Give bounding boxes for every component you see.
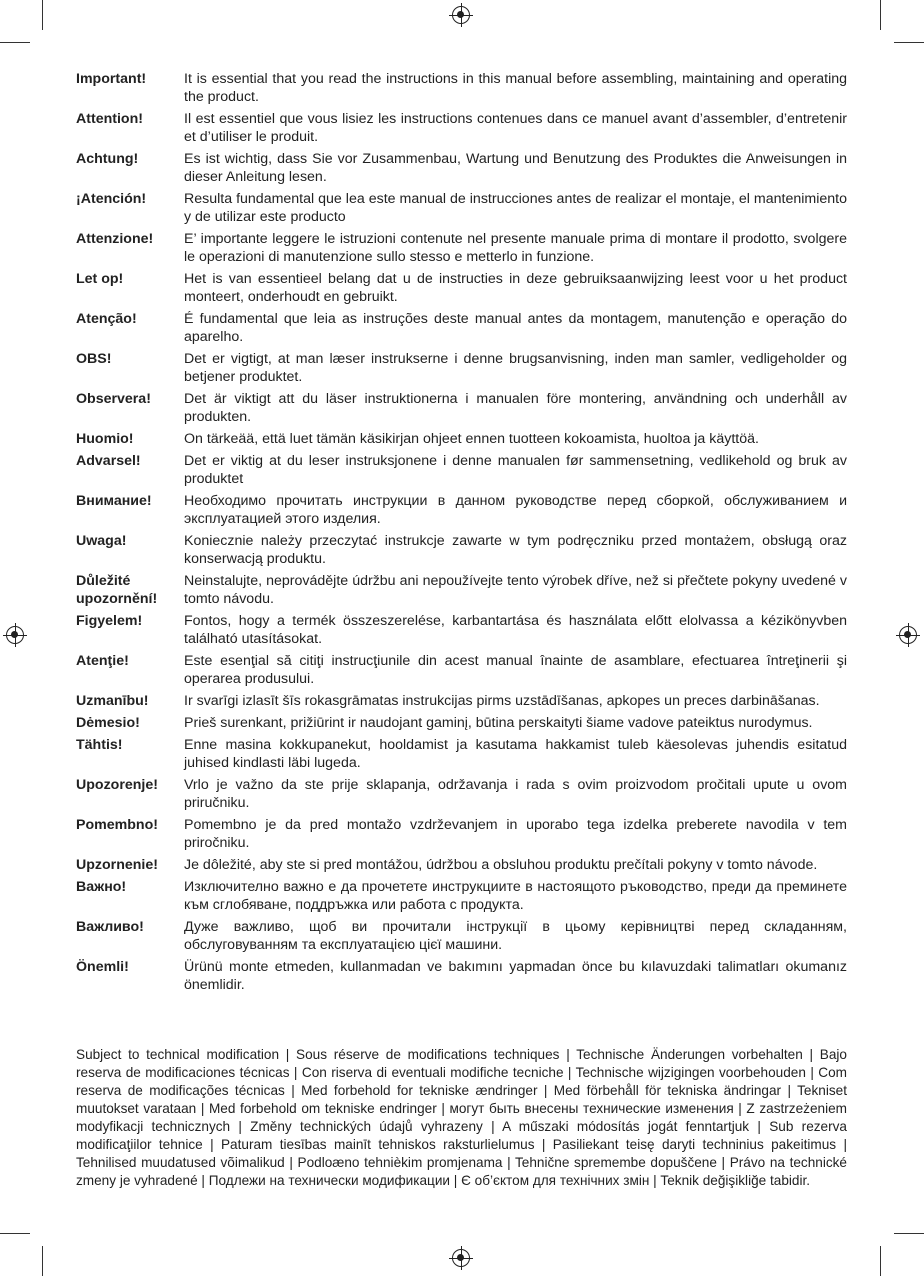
warning-row [76, 692, 847, 710]
warning-row [76, 110, 847, 146]
warning-text: It is essential that you read the instructions in this manual before assembling, maintaining and operating the product. [184, 71, 847, 105]
warning-row [76, 190, 847, 226]
warning-row [76, 572, 847, 608]
warning-row [76, 390, 847, 426]
warning-row [76, 350, 847, 386]
warning-label: Observera! [76, 391, 151, 407]
warning-text: Het is van essentieel belang dat u de instructies in deze gebruiksaanwijzing leest voor u het product monteert, onderhoudt en gebruikt. [184, 271, 847, 305]
warning-row [76, 452, 847, 488]
warning-label: Atenţie! [76, 653, 129, 669]
warning-text: Дуже важливо, щоб ви прочитали інструкції в цьому керівництві перед складанням, обслуговуванням та експлуатацією цієї машини. [184, 919, 847, 953]
warning-row [76, 532, 847, 568]
warning-label: Uzmanību! [76, 693, 149, 709]
warning-label: Důležité upozornění! [76, 573, 158, 607]
warning-row [76, 714, 847, 732]
warning-row [76, 736, 847, 772]
warning-label: Achtung! [76, 151, 139, 167]
crop-mark-bottom-right-h [894, 1233, 924, 1234]
warning-text: Pomembno je da pred montažo vzdrževanjem in uporabo tega izdelka preberete navodila v tem priročniku. [184, 817, 847, 851]
warning-row [76, 150, 847, 186]
warning-row [76, 270, 847, 306]
warning-list [76, 70, 847, 998]
warning-label: Uwaga! [76, 533, 127, 549]
warning-label: Upzornenie! [76, 857, 158, 873]
warning-label: Atenção! [76, 311, 137, 327]
registration-mark-icon [452, 1249, 470, 1267]
warning-text: Koniecznie należy przeczytać instrukcje zawarte w tym podręczniku przed montażem, obsługą oraz konserwacją produktu. [184, 533, 847, 567]
warning-label: Dėmesio! [76, 715, 140, 731]
crop-mark-bottom-right-v [880, 1246, 881, 1276]
warning-text: Ürünü monte etmeden, kullanmadan ve bakımını yapmadan önce bu kılavuzdaki talimatları okumanız önemlidir. [184, 959, 847, 993]
warning-text: Det er viktig at du leser instruksjonene i denne manualen før sammensetning, vedlikehold og bruk av produktet [184, 453, 847, 487]
warning-row [76, 70, 847, 106]
crop-mark-bottom-left-v [42, 1246, 43, 1276]
warning-label: OBS! [76, 351, 112, 367]
warning-text: Il est essentiel que vous lisiez les instructions contenues dans ce manuel avant d’assembler, d’entretenir et d’utiliser le produit. [184, 111, 847, 145]
warning-row [76, 878, 847, 914]
warning-text: Vrlo je važno da ste prije sklapanja, održavanja i rada s ovim proizvodom pročitali upute u ovom priručniku. [184, 777, 847, 811]
crop-mark-bottom-left-h [0, 1233, 30, 1234]
registration-mark-icon [899, 626, 917, 644]
warning-label: Важно! [76, 879, 127, 895]
warning-label: Important! [76, 71, 147, 87]
warning-text: Ir svarīgi izlasīt šīs rokasgrāmatas instrukcijas pirms uzstādīšanas, apkopes un preces darbināšanas. [184, 693, 820, 709]
warning-label: Huomio! [76, 431, 134, 447]
warning-text: Es ist wichtig, dass Sie vor Zusammenbau, Wartung und Benutzung des Produktes die Anweisungen in dieser Anleitung lesen. [184, 151, 847, 185]
warning-row [76, 856, 847, 874]
warning-row [76, 776, 847, 812]
warning-label: Важливо! [76, 919, 144, 935]
technical-modification-notice: Subject to technical modification | Sous réserve de modifications techniques | Technische Änderungen vorbehalten | Bajo reserva de modificaciones técnicas | Con riserva di eventuali modifiche tecniche | Technische wijzigingen voorbehouden | Com reserva de modificações técnicas | Med forbehold for tekniske ændringer | Med förbehåll för tekniska ändringar | Tekniset muutokset varataan | Med forbehold om tekniske endringer | могут быть внесены технические изменения | Z zastrzeżeniem modyfikacji technicznych | Změny technických údajů vyhrazeny | A műszaki módosítás jogát fenntartjuk | Sub rezerva modificaţiilor tehnice | Paturam tiesības mainīt tehniskos raksturlielumus | Pasiliekant teisę daryti techninius pakeitimus | Tehnilised muudatused võimalikud | Podloæno tehnièkim promjenama | Tehnične spremembe dopuščene | Právo na technické zmeny je vyhradené | Подлежи на технически модификации | Є об’єктом для технічних змін | Teknik değişikliğe tabidir. [76, 1047, 847, 1188]
crop-mark-top-right-v [880, 0, 881, 30]
crop-mark-top-left-v [42, 0, 43, 30]
warning-text: Det er vigtigt, at man læser instrukserne i denne brugsanvisning, inden man samler, vedligeholder og betjener produktet. [184, 351, 847, 385]
warning-label: Önemli! [76, 959, 129, 975]
warning-text: Prieš surenkant, prižiūrint ir naudojant gaminį, būtina perskaityti šiame vadove pateiktus nurodymus. [184, 715, 813, 731]
warning-label: Figyelem! [76, 613, 143, 629]
warning-label: Let op! [76, 271, 124, 287]
warning-text: É fundamental que leia as instruções deste manual antes da montagem, manutenção e operação do aparelho. [184, 311, 847, 345]
warning-text: On tärkeää, että luet tämän käsikirjan ohjeet ennen tuotteen kokoamista, huoltoa ja käyttöä. [184, 431, 759, 447]
warning-text: Изключително важно е да прочетете инструкциите в настоящото ръководство, преди да преминете към сглобяване, поддръжка или работа с продукта. [184, 879, 847, 913]
warning-text: Необходимо прочитать инструкции в данном руководстве перед сборкой, обслуживанием и эксплуатацией этого изделия. [184, 493, 847, 527]
warning-text: Neinstalujte, neprovádějte údržbu ani nepoužívejte tento výrobek dříve, než si přečtete pokyny uvedené v tomto návodu. [184, 573, 847, 607]
warning-row [76, 958, 847, 994]
warning-text: Este esenţial să citiţi instrucţiunile din acest manual înainte de asamblare, efectuarea întreţinerii şi operarea produsului. [184, 653, 847, 687]
warning-row [76, 430, 847, 448]
warning-row [76, 230, 847, 266]
warning-label: Upozorenje! [76, 777, 158, 793]
warning-label: Внимание! [76, 493, 152, 509]
warning-text: E’ importante leggere le istruzioni contenute nel presente manuale prima di montare il prodotto, svolgere le operazioni di manutenzione sullo stesso e metterlo in funzione. [184, 231, 847, 265]
registration-mark-icon [6, 626, 24, 644]
warning-text: Resulta fundamental que lea este manual de instrucciones antes de realizar el montaje, el mantenimiento y de utilizar este producto [184, 191, 847, 225]
crop-mark-top-left-h [0, 42, 30, 43]
warning-row [76, 816, 847, 852]
warning-row [76, 652, 847, 688]
warning-row [76, 612, 847, 648]
warning-label: Attenzione! [76, 231, 154, 247]
registration-mark-icon [452, 6, 470, 24]
warning-label: Pomembno! [76, 817, 158, 833]
warning-label: Advarsel! [76, 453, 141, 469]
warning-row [76, 492, 847, 528]
warning-text: Enne masina kokkupanekut, hooldamist ja kasutama hakkamist tuleb käesolevas juhendis esitatud juhised kindlasti läbi lugeda. [184, 737, 847, 771]
warning-text: Det är viktigt att du läser instruktionerna i manualen före montering, användning och underhåll av produkten. [184, 391, 847, 425]
warning-row [76, 310, 847, 346]
crop-mark-top-right-h [894, 42, 924, 43]
warning-text: Je dôležité, aby ste si pred montážou, údržbou a obsluhou produktu prečítali pokyny v tomto návode. [184, 857, 818, 873]
warning-label: Tähtis! [76, 737, 123, 753]
warning-row [76, 918, 847, 954]
warning-label: ¡Atención! [76, 191, 147, 207]
warning-label: Attention! [76, 111, 143, 127]
warning-text: Fontos, hogy a termék összeszerelése, karbantartása és használata előtt elolvassa a kézikönyvben található utasításokat. [184, 613, 847, 647]
